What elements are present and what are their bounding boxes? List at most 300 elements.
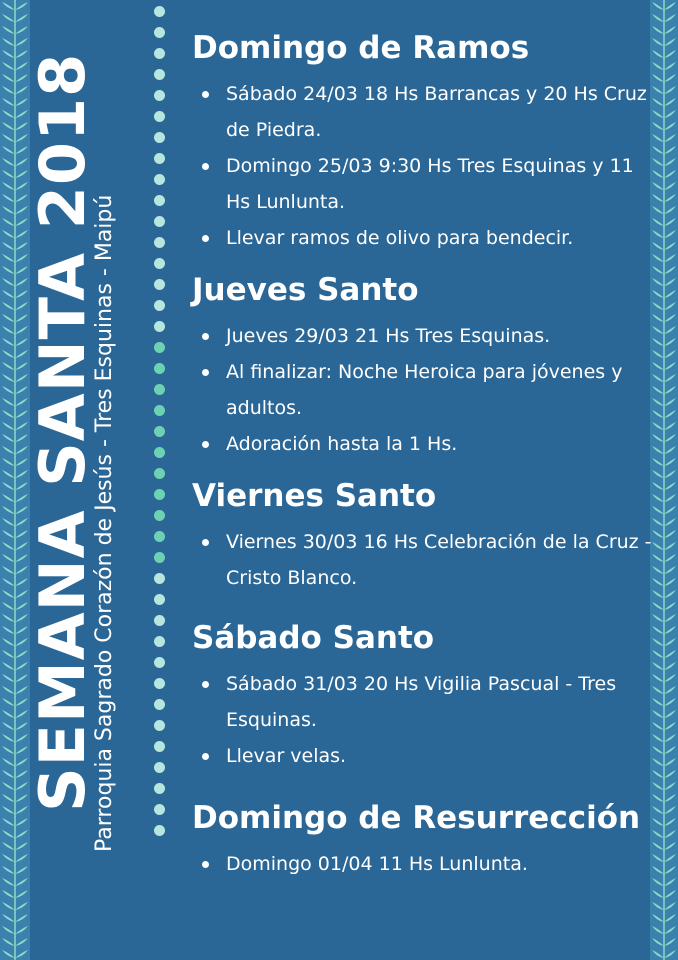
fern-leaf (652, 26, 664, 34)
fern-leaf (652, 554, 664, 562)
decorative-dot (154, 510, 165, 521)
fern-leaf (664, 830, 676, 838)
fern-leaf (2, 218, 15, 226)
decorative-dot (154, 552, 165, 563)
fern-leaf (664, 122, 676, 130)
fern-leaf (652, 770, 664, 778)
fern-leaf (652, 638, 664, 646)
fern-leaf (664, 746, 676, 754)
fern-leaf (664, 530, 676, 538)
fern-leaf (664, 62, 676, 70)
fern-leaf (2, 314, 15, 322)
fern-leaf (652, 398, 664, 406)
fern-leaf (652, 758, 664, 766)
fern-leaf (652, 38, 664, 46)
fern-leaf (2, 866, 15, 874)
fern-leaf (2, 566, 15, 574)
fern-leaf (664, 590, 676, 598)
fern-leaf (664, 914, 676, 922)
fern-leaf (2, 230, 15, 238)
fern-leaf (2, 578, 15, 586)
fern-leaf (652, 2, 664, 10)
fern-leaf (664, 638, 676, 646)
fern-leaf (2, 350, 15, 358)
list-item: Al finalizar: Noche Heroica para jóvenes y adultos. (202, 354, 652, 426)
fern-leaf (664, 518, 676, 526)
fern-leaf (652, 626, 664, 634)
fern-leaf (2, 686, 15, 694)
section-heading: Domingo de Ramos (192, 30, 530, 66)
fern-leaf (664, 674, 676, 682)
fern-leaf (2, 14, 15, 22)
fern-leaf (664, 362, 676, 370)
decorative-dot (154, 111, 165, 122)
fern-leaf (2, 38, 15, 46)
fern-leaf (2, 470, 15, 478)
fern-leaf (664, 734, 676, 742)
decorative-dot (154, 468, 165, 479)
dot-column (150, 0, 170, 960)
fern-leaf (2, 62, 15, 70)
fern-leaf (652, 614, 664, 622)
fern-leaf (652, 410, 664, 418)
fern-leaf (2, 206, 15, 214)
fern-pattern-right (650, 0, 678, 960)
fern-leaf (652, 590, 664, 598)
fern-leaf (664, 434, 676, 442)
fern-leaf (664, 602, 676, 610)
item-list (192, 524, 652, 596)
fern-leaf (2, 602, 15, 610)
fern-leaf (664, 842, 676, 850)
decorative-dot (154, 699, 165, 710)
fern-leaf (2, 254, 15, 262)
fern-leaf (652, 602, 664, 610)
fern-leaf (664, 806, 676, 814)
fern-leaf (652, 146, 664, 154)
fern-leaf (664, 218, 676, 226)
decorative-dot (154, 363, 165, 374)
decorative-dot (154, 657, 165, 668)
decorative-dot (154, 720, 165, 731)
decorative-dot (154, 237, 165, 248)
decorative-dot (154, 195, 165, 206)
fern-leaf (664, 614, 676, 622)
fern-leaf (664, 74, 676, 82)
fern-leaf (664, 770, 676, 778)
poster-subtitle: Parroquia Sagrado Corazón de Jesús - Tres Esquinas - Maipú (92, 194, 117, 852)
decorative-dot (154, 489, 165, 500)
fern-leaf (664, 818, 676, 826)
decorative-dot (154, 783, 165, 794)
fern-leaf (652, 482, 664, 490)
fern-leaf (664, 470, 676, 478)
fern-leaf (2, 782, 15, 790)
fern-leaf (2, 794, 15, 802)
fern-leaf (664, 194, 676, 202)
fern-leaf (664, 554, 676, 562)
fern-leaf (664, 710, 676, 718)
fern-leaf (652, 278, 664, 286)
item-list (192, 76, 652, 256)
decorative-dot (154, 258, 165, 269)
fern-leaf (652, 950, 664, 958)
fern-leaf (2, 626, 15, 634)
fern-leaf (664, 350, 676, 358)
fern-leaf (652, 662, 664, 670)
fern-leaf (2, 26, 15, 34)
fern-leaf (2, 278, 15, 286)
fern-leaf (652, 86, 664, 94)
fern-leaf (664, 110, 676, 118)
fern-leaf (652, 314, 664, 322)
fern-leaf (652, 506, 664, 514)
fern-leaf (652, 542, 664, 550)
vertical-subtitle-block (88, 0, 128, 960)
fern-leaf (2, 698, 15, 706)
fern-leaf (664, 386, 676, 394)
item-list (192, 846, 652, 882)
fern-leaf (652, 746, 664, 754)
section-heading: Jueves Santo (192, 272, 419, 308)
decorative-dot (154, 405, 165, 416)
fern-leaf (2, 638, 15, 646)
fern-leaf (652, 50, 664, 58)
fern-leaf (2, 914, 15, 922)
section-heading: Sábado Santo (192, 620, 435, 656)
fern-leaf (2, 50, 15, 58)
fern-leaf (652, 578, 664, 586)
decorative-dot (154, 300, 165, 311)
fern-leaf (664, 650, 676, 658)
fern-leaf (2, 482, 15, 490)
fern-leaf (664, 410, 676, 418)
decorative-dot (154, 636, 165, 647)
fern-leaf (652, 374, 664, 382)
fern-leaf (2, 734, 15, 742)
item-list (192, 666, 652, 774)
fern-leaf (664, 854, 676, 862)
fern-leaf (664, 98, 676, 106)
fern-leaf (664, 758, 676, 766)
fern-leaf (2, 74, 15, 82)
fern-leaf (652, 518, 664, 526)
fern-leaf (664, 278, 676, 286)
decorative-dot (154, 825, 165, 836)
fern-leaf (652, 530, 664, 538)
fern-leaf (664, 626, 676, 634)
fern-leaf (664, 506, 676, 514)
fern-leaf (664, 890, 676, 898)
fern-leaf (652, 254, 664, 262)
fern-leaf (2, 902, 15, 910)
fern-leaf (664, 926, 676, 934)
fern-leaf (652, 206, 664, 214)
fern-leaf (652, 890, 664, 898)
decorative-dot (154, 132, 165, 143)
fern-leaf (2, 110, 15, 118)
section-viernes-santo (192, 476, 652, 596)
fern-leaf (664, 158, 676, 166)
fern-leaf (2, 854, 15, 862)
fern-leaf (664, 458, 676, 466)
fern-leaf (664, 266, 676, 274)
fern-leaf (652, 362, 664, 370)
fern-leaf (664, 902, 676, 910)
list-item: Jueves 29/03 21 Hs Tres Esquinas. (202, 318, 652, 354)
fern-leaf (652, 122, 664, 130)
decorative-dot (154, 741, 165, 752)
fern-leaf (664, 290, 676, 298)
fern-leaf (2, 746, 15, 754)
fern-leaf (664, 206, 676, 214)
fern-leaf (2, 422, 15, 430)
fern-leaf (664, 14, 676, 22)
decorative-dot (154, 279, 165, 290)
fern-leaf (664, 254, 676, 262)
list-item: Sábado 24/03 18 Hs Barrancas y 20 Hs Cruz de Piedra. (202, 76, 652, 148)
fern-leaf (652, 710, 664, 718)
fern-leaf (2, 2, 15, 10)
fern-leaf (652, 350, 664, 358)
fern-leaf (652, 266, 664, 274)
fern-leaf (652, 446, 664, 454)
fern-leaf (664, 182, 676, 190)
decorative-dot (154, 426, 165, 437)
fern-leaf (2, 674, 15, 682)
fern-leaf (2, 650, 15, 658)
fern-leaf (2, 338, 15, 346)
fern-leaf (652, 182, 664, 190)
fern-leaf (664, 338, 676, 346)
fern-leaf (2, 506, 15, 514)
decorative-dot (154, 342, 165, 353)
fern-leaf (2, 374, 15, 382)
fern-leaf (2, 182, 15, 190)
list-item: Sábado 31/03 20 Hs Vigilia Pascual - Tres Esquinas. (202, 666, 652, 738)
fern-leaf (2, 302, 15, 310)
fern-leaf (652, 722, 664, 730)
fern-leaf (664, 134, 676, 142)
decorative-dot (154, 594, 165, 605)
fern-leaf (664, 782, 676, 790)
fern-leaf (652, 194, 664, 202)
fern-leaf (2, 878, 15, 886)
fern-leaf (652, 698, 664, 706)
poster-title: SEMANA SANTA 2018 (26, 52, 99, 812)
fern-leaf (664, 50, 676, 58)
fern-leaf (2, 950, 15, 958)
fern-leaf (2, 830, 15, 838)
fern-leaf (652, 566, 664, 574)
fern-leaf (664, 26, 676, 34)
fern-leaf (652, 650, 664, 658)
decorative-dot (154, 216, 165, 227)
fern-leaf (2, 194, 15, 202)
decorative-dot (154, 762, 165, 773)
decorative-dot (154, 90, 165, 101)
fern-leaf (664, 326, 676, 334)
decorative-dot (154, 678, 165, 689)
fern-leaf (664, 878, 676, 886)
fern-leaf (664, 446, 676, 454)
fern-leaf (652, 674, 664, 682)
fern-leaf (664, 866, 676, 874)
schedule (192, 28, 652, 882)
fern-leaf (664, 170, 676, 178)
fern-leaf (664, 722, 676, 730)
decorative-dot (154, 384, 165, 395)
list-item: Llevar velas. (202, 738, 652, 774)
fern-leaf (664, 542, 676, 550)
decorative-dot (154, 615, 165, 626)
fern-leaf (664, 38, 676, 46)
decorative-dot (154, 174, 165, 185)
fern-leaf (652, 338, 664, 346)
fern-leaf (664, 422, 676, 430)
fern-leaf (2, 410, 15, 418)
fern-leaf (652, 866, 664, 874)
fern-leaf (664, 146, 676, 154)
fern-leaf (664, 374, 676, 382)
fern-leaf (2, 494, 15, 502)
fern-leaf (2, 362, 15, 370)
fern-leaf (664, 950, 676, 958)
fern-leaf (2, 386, 15, 394)
fern-leaf (652, 734, 664, 742)
fern-leaf (2, 662, 15, 670)
fern-leaf (2, 938, 15, 946)
fern-leaf (2, 590, 15, 598)
fern-leaf (2, 758, 15, 766)
fern-leaf (2, 158, 15, 166)
fern-leaf (2, 722, 15, 730)
fern-leaf (652, 830, 664, 838)
section-sabado-santo (192, 618, 652, 774)
decorative-dot (154, 573, 165, 584)
section-heading: Viernes Santo (192, 478, 437, 514)
fern-leaf (664, 2, 676, 10)
fern-leaf (652, 794, 664, 802)
decorative-dot (154, 6, 165, 17)
fern-leaf (652, 62, 664, 70)
fern-leaf (2, 926, 15, 934)
fern-leaf (652, 290, 664, 298)
list-item: Domingo 01/04 11 Hs Lunlunta. (202, 846, 652, 882)
decorative-dot (154, 48, 165, 59)
fern-leaf (652, 470, 664, 478)
fern-border-right (650, 0, 678, 960)
fern-leaf (2, 890, 15, 898)
fern-leaf (2, 542, 15, 550)
decorative-dot (154, 153, 165, 164)
fern-leaf (652, 218, 664, 226)
fern-leaf (2, 434, 15, 442)
fern-leaf (652, 806, 664, 814)
fern-leaf (652, 14, 664, 22)
fern-leaf (652, 878, 664, 886)
fern-leaf (2, 290, 15, 298)
fern-leaf (664, 686, 676, 694)
fern-leaf (652, 782, 664, 790)
fern-leaf (652, 302, 664, 310)
fern-leaf (652, 938, 664, 946)
fern-leaf (664, 494, 676, 502)
fern-leaf (2, 530, 15, 538)
fern-leaf (652, 386, 664, 394)
fern-leaf (2, 710, 15, 718)
fern-leaf (2, 458, 15, 466)
fern-leaf (2, 554, 15, 562)
list-item: Domingo 25/03 9:30 Hs Tres Esquinas y 11 Hs Lunlunta. (202, 148, 652, 220)
fern-leaf (2, 266, 15, 274)
fern-leaf (664, 938, 676, 946)
fern-leaf (652, 902, 664, 910)
fern-leaf (652, 458, 664, 466)
fern-leaf (664, 566, 676, 574)
fern-leaf (2, 614, 15, 622)
decorative-dot (154, 447, 165, 458)
fern-leaf (2, 518, 15, 526)
fern-leaf (2, 842, 15, 850)
fern-leaf (652, 170, 664, 178)
fern-leaf (664, 302, 676, 310)
fern-leaf (652, 98, 664, 106)
item-list (192, 318, 652, 462)
list-item: Viernes 30/03 16 Hs Celebración de la Cruz - Cristo Blanco. (202, 524, 652, 596)
fern-leaf (2, 122, 15, 130)
decorative-dot (154, 27, 165, 38)
fern-leaf (652, 74, 664, 82)
fern-leaf (664, 242, 676, 250)
fern-leaf (664, 578, 676, 586)
fern-leaf (652, 134, 664, 142)
fern-leaf (652, 842, 664, 850)
fern-leaf (652, 434, 664, 442)
fern-leaf (2, 242, 15, 250)
fern-leaf (2, 818, 15, 826)
fern-leaf (664, 794, 676, 802)
fern-leaf (2, 86, 15, 94)
fern-leaf (664, 314, 676, 322)
fern-leaf (664, 86, 676, 94)
fern-leaf (664, 482, 676, 490)
fern-leaf (664, 662, 676, 670)
fern-leaf (2, 326, 15, 334)
section-jueves-santo (192, 270, 652, 462)
fern-leaf (652, 242, 664, 250)
fern-leaf (652, 914, 664, 922)
fern-leaf (652, 494, 664, 502)
section-domingo-de-ramos (192, 28, 652, 256)
fern-leaf (2, 170, 15, 178)
list-item: Adoración hasta la 1 Hs. (202, 426, 652, 462)
fern-leaf (652, 854, 664, 862)
decorative-dot (154, 321, 165, 332)
fern-leaf (652, 818, 664, 826)
fern-leaf (652, 686, 664, 694)
fern-leaf (2, 146, 15, 154)
decorative-dot (154, 69, 165, 80)
decorative-dot (154, 531, 165, 542)
fern-leaf (2, 446, 15, 454)
fern-leaf (664, 698, 676, 706)
fern-leaf (652, 422, 664, 430)
section-domingo-de-resurreccion (192, 798, 652, 882)
decorative-dot (154, 804, 165, 815)
fern-leaf (2, 770, 15, 778)
fern-leaf (664, 230, 676, 238)
